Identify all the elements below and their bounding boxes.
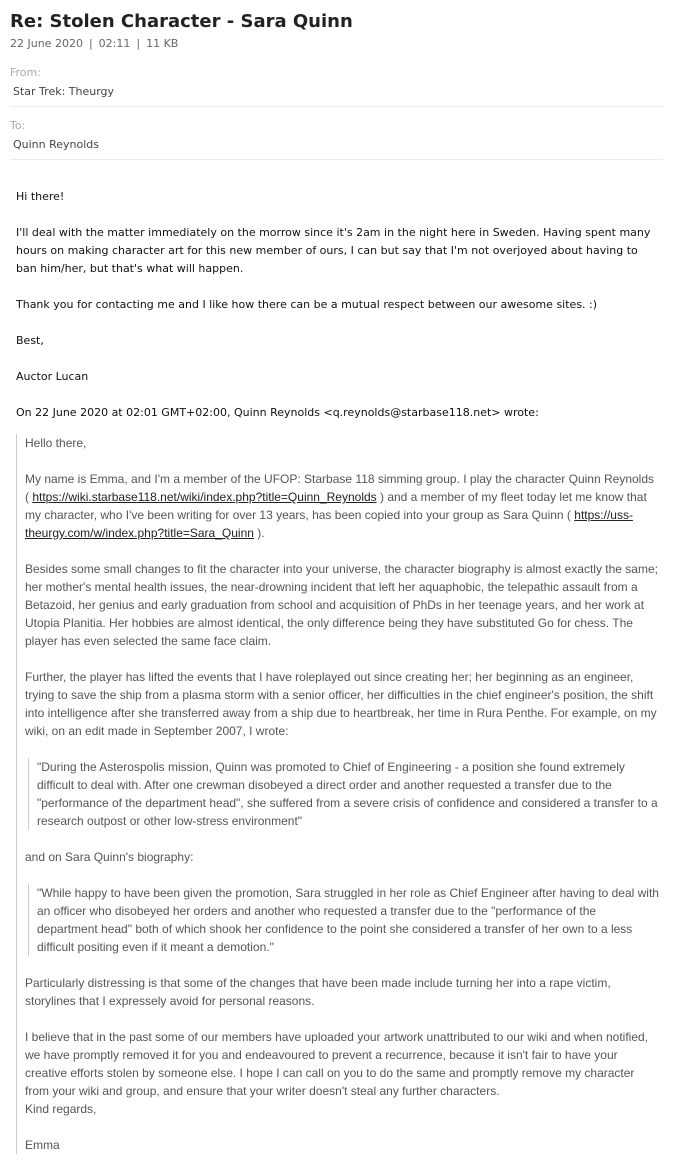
email-meta xyxy=(10,37,664,51)
quoted-paragraph: Besides some small changes to fit the character into your universe, the character biography is almost exactly the same; her mother's mental health issues, the near-drowning incident that left her aquaphobic, the telepathic assault from a Betazoid, her genius and early graduation from school and acquisition of PhDs in her teenage years, and her work at Utopia Planitia. Her hobbies are almost identical, the only difference being they have substituted Go for chess. The player has even selected the same face claim. xyxy=(25,562,658,648)
from-label: From: xyxy=(10,66,41,79)
wiki-link-quinn-reynolds[interactable]: https://wiki.starbase118.net/wiki/index.php?title=Quinn_Reynolds xyxy=(32,490,377,504)
meta-separator: | xyxy=(88,37,93,50)
quote-attribution: On 22 June 2020 at 02:01 GMT+02:00, Quinn Reynolds <q.reynolds@starbase118.net> wrote: xyxy=(16,406,539,419)
quoted-paragraph: I believe that in the past some of our members have uploaded your artwork unattributed to our wiki and when notified, we have promptly removed it for you and endeavoured to prevent a recurrence, because it isn't fair to have your creative efforts stolen by someone else. I hope I can call on you to do the same and promptly remove my character from your wiki and group, and ensure that your writer doesn't steal any further characters. xyxy=(25,1030,649,1098)
email-time: 02:11 xyxy=(98,37,131,50)
reply-paragraph: Thank you for contacting me and I like how there can be a mutual respect between our awesome sites. :) xyxy=(16,298,598,311)
quoted-signature: Emma xyxy=(25,1138,60,1152)
reply-closing: Best, xyxy=(16,334,44,347)
email-body xyxy=(0,160,674,1154)
reply-signature: Auctor Lucan xyxy=(16,370,89,383)
meta-separator: | xyxy=(136,37,141,50)
nested-quote-text: "During the Asterospolis mission, Quinn was promoted to Chief of Engineering - a position she found extremely difficult to deal with. After one crewman disobeyed a direct order and another requested a transfer due to the "performance of the department head", she suffered from a severe crisis of confidence and considered a transfer to a research outpost or other low-stress environment" xyxy=(37,760,658,828)
quoted-text: ). xyxy=(253,526,265,540)
email-date: 22 June 2020 xyxy=(10,37,83,50)
email-header xyxy=(0,0,674,160)
wiki-link-sara-quinn[interactable]: https://uss-theurgy.com/w/index.php?title=Sara_Quinn xyxy=(25,508,633,540)
quoted-message xyxy=(16,434,660,1154)
quoted-text: My name is Emma, and I'm a member of the UFOP: Starbase 118 simming group. I play the character Quinn Reynolds ( xyxy=(25,472,655,504)
quoted-paragraph xyxy=(25,470,660,542)
quoted-paragraph: Particularly distressing is that some of the changes that have been made include turning her into a rape victim, storylines that I expressely avoid for personal reasons. xyxy=(25,976,611,1008)
quoted-text: ) and a member of my fleet today let me know that my character, who I've been writing for over 13 years, has been copied into your group as Sara Quinn ( xyxy=(25,490,647,522)
email-size: 11 KB xyxy=(146,37,179,50)
from-value[interactable]: Star Trek: Theurgy xyxy=(10,85,663,107)
to-value[interactable]: Quinn Reynolds xyxy=(10,138,663,160)
reply-paragraph: I'll deal with the matter immediately on the morrow since it's 2am in the night here in Sweden. Having spent many hours on making character art for this new member of ours, I can but say that I'm not overjoyed about having to ban him/her, but that's what will happen. xyxy=(16,226,651,275)
quoted-closing: Kind regards, xyxy=(25,1102,97,1116)
reply-greeting: Hi there! xyxy=(16,190,65,203)
email-subject: Re: Stolen Character - Sara Quinn xyxy=(10,11,353,32)
nested-quote-text: "While happy to have been given the promotion, Sara struggled in her role as Chief Engineer after having to deal with an officer who disobeyed her orders and another who requested a transfer due to the "performance of the department head" both of which shook her confidence to the point she considered a transfer of her own to a less difficult positing even if it meant a demotion." xyxy=(37,886,659,954)
quoted-greeting: Hello there, xyxy=(25,436,87,450)
to-label: To: xyxy=(10,119,26,132)
nested-quote xyxy=(28,884,660,956)
nested-quote xyxy=(28,758,660,830)
quoted-paragraph: and on Sara Quinn's biography: xyxy=(25,850,194,864)
quoted-paragraph: Further, the player has lifted the events that I have roleplayed out since creating her; her beginning as an engineer, trying to save the ship from a plasma storm with a senior officer, her difficulties in the chief engineer's position, the shift into intelligence after she transferred away from a ship due to heartbreak, her time in Rura Penthe. For example, on my wiki, on an edit made in September 2007, I wrote: xyxy=(25,670,657,738)
